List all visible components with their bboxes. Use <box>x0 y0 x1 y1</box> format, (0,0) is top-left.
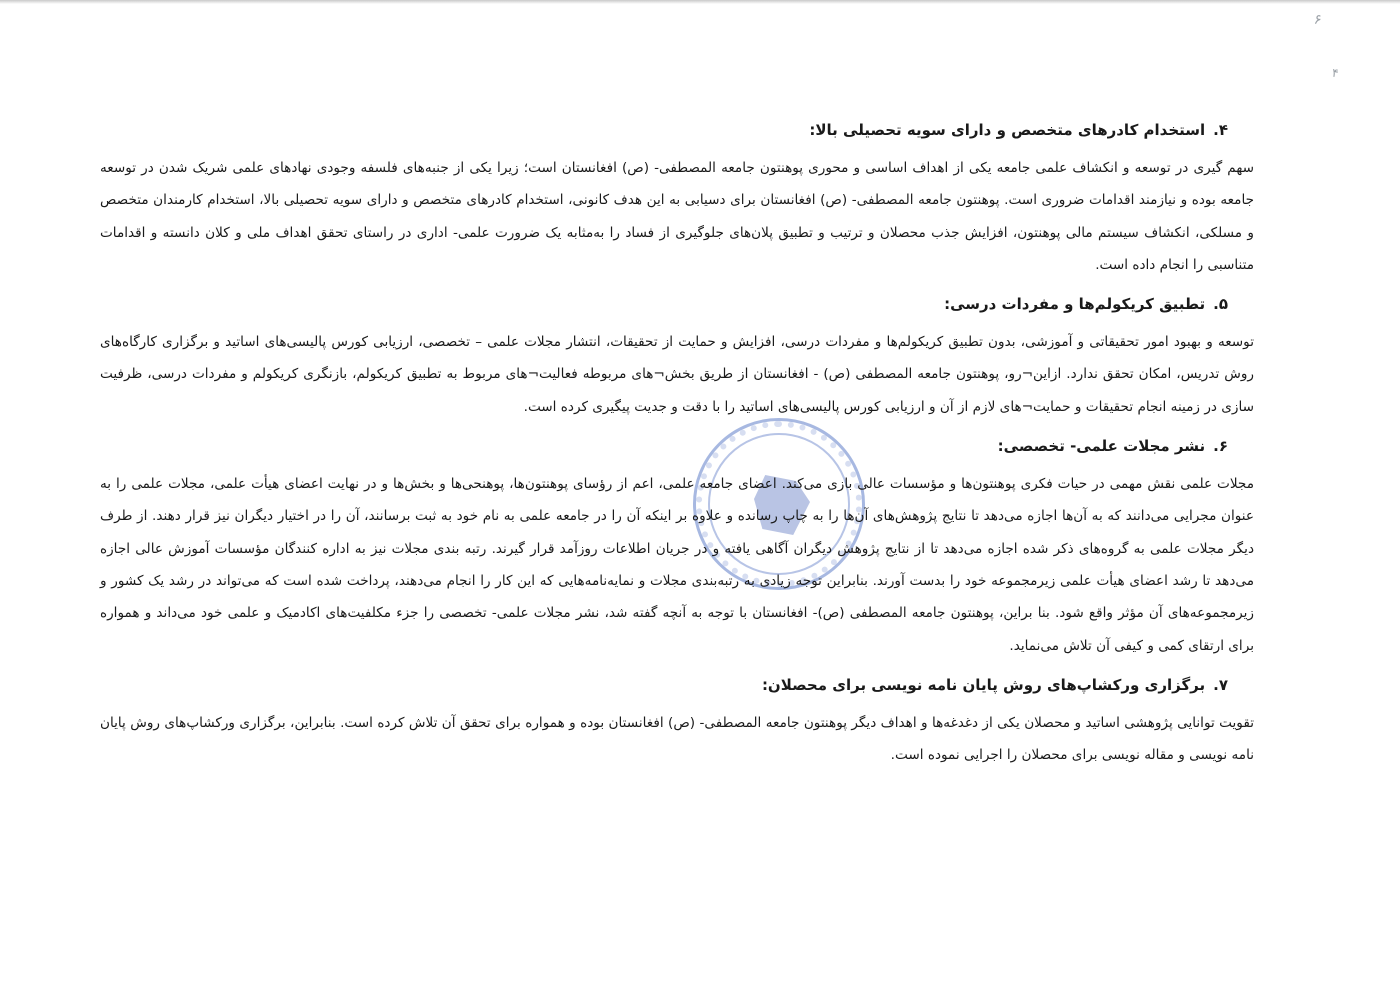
section-number: ۵. <box>1213 295 1228 314</box>
section-paragraph: تقویت توانایی پژوهشی اساتید و محصلان یکی از دغدغه‌ها و اهداف دیگر پوهنتون جامعه المصطفی- (ص) افغانستان بوده و همواره برای تحقق آن تلاش کرده است. بنابراین، برگزاری ورکشاپ‌های روش پایان نامه نویسی و مقاله نویسی برای محصلان را اجرایی نموده است. <box>100 714 1254 764</box>
section-heading <box>100 294 1254 314</box>
document-body <box>100 120 1254 784</box>
section-title: تطبیق کریکولم‌ها و مفردات درسی: <box>944 295 1206 314</box>
section-title: برگزاری ورکشاپ‌های روش پایان نامه نویسی برای محصلان: <box>761 675 1206 694</box>
section-title: نشر مجلات علمی- تخصصی: <box>997 437 1206 456</box>
section-5 <box>100 294 1254 423</box>
section-7 <box>100 675 1254 772</box>
section-6 <box>100 436 1254 662</box>
section-paragraph: سهم گیری در توسعه و انکشاف علمی جامعه یکی از اهداف اساسی و محوری پوهنتون جامعه المصطفی- (ص) افغانستان است؛ زیرا یکی از جنبه‌های فلسفه وجودی نهادهای علمی شریک شدن در توسعه جامعه بوده و نیازمند اقدامات ضروری است. پوهنتون جامعه المصطفی- (ص) افغانستان برای دسیابی به این هدف کانونی، استخدام کادرهای متخصص و دارای سویه تحصیلی بالا، استخدام کارمندان متخصص و مسلکی، انکشاف سیستم مالی پوهنتون، افزایش جذب محصلان و ترتیب و تطبیق پلان‌های جلوگیری از فساد را به‌مثابه یک ضرورت علمی- اداری در راستای تحقق اهداف ملی و کلان دانسته و اقدامات متناسبی را انجام داده است. <box>100 160 1254 273</box>
section-heading <box>100 675 1254 695</box>
section-number: ۶. <box>1213 437 1228 456</box>
page-top-edge <box>0 0 1400 4</box>
section-4 <box>100 120 1254 281</box>
section-title: استخدام کادرهای متخصص و دارای سویه تحصیلی بالا: <box>809 121 1206 139</box>
section-heading <box>100 120 1254 140</box>
section-heading <box>100 436 1254 456</box>
section-paragraph: مجلات علمی نقش مهمی در حیات فکری پوهنتون‌ها و مؤسسات عالی بازی می‌کند. اعضای جامعه علمی، اعم از رؤسای پوهنتون‌ها، پوهنحی‌ها و بخش‌ها و در نهایت اعضای هیأت علمی، مجلات علمی را به عنوان مجرایی می‌دانند که به آن‌ها اجازه می‌دهد تا نتایج پژوهش‌های آن‌ها را به چاپ رسانده و علاوه بر اینکه آن را در جامعه علمی به نام خود به ثبت برسانند، آن را در اختیار دیگران نیز قرار دهند. از طرف دیگر مجلات علمی به گروه‌های ذکر شده اجازه می‌دهد تا از نتایج پژوهش دیگران آگاهی یافته و در جریان اطلاعات روزآمد قرار گیرند. رتبه بندی مجلات نیز به اداره کنندگان مؤسسات آموزش عالی اجازه می‌دهد تا رشد اعضای هیأت علمی زیرمجموعه خود را بدست آورند. بنابراین توجه زیادی به رتبه‌بندی مجلات و نمایه‌نامه‌هایی که این کار را انجام می‌دهند، پرداخت شده است که می‌تواند در رشد یک کشور و زیرمجموعه‌های آن مؤثر واقع شود. بنا براین، پوهنتون جامعه المصطفی (ص)- افغانستان با توجه به آنچه گفته شد، نشر مجلات علمی- تخصصی را جزء مکلفیت‌های اکادمیک و علمی خود می‌داند و همواره برای ارتقای کمی و کیفی آن تلاش می‌نماید. <box>100 476 1254 654</box>
section-paragraph: توسعه و بهبود امور تحقیقاتی و آموزشی، بدون تطبیق کریکولم‌ها و مفردات درسی، افزایش و حمایت از تحقیقات، انتشار مجلات علمی – تخصصی، ارزیابی کورس پالیسی‌های اساتید و برگزاری کارگاه‌های روش تدریس، امکان تحقق ندارد. ازاین¬رو، پوهنتون جامعه المصطفی (ص) - افغانستان از طریق بخش¬های مربوطه فعالیت¬های مربوط به تطبیق کریکولم، بازنگری کریکولم و مفردات درسی، ظرفیت سازی در زمینه انجام تحقیقات و حمایت¬های لازم از آن و ارزیابی کورس پالیسی‌های اساتید را با دقت و جدیت پیگیری کرده است. <box>100 334 1254 415</box>
page-corner-mark: ۶ <box>1313 11 1324 29</box>
section-number: ۷. <box>1213 675 1228 694</box>
section-number: ۴. <box>1213 121 1228 139</box>
page-corner-mark: ۴ <box>1330 65 1339 81</box>
